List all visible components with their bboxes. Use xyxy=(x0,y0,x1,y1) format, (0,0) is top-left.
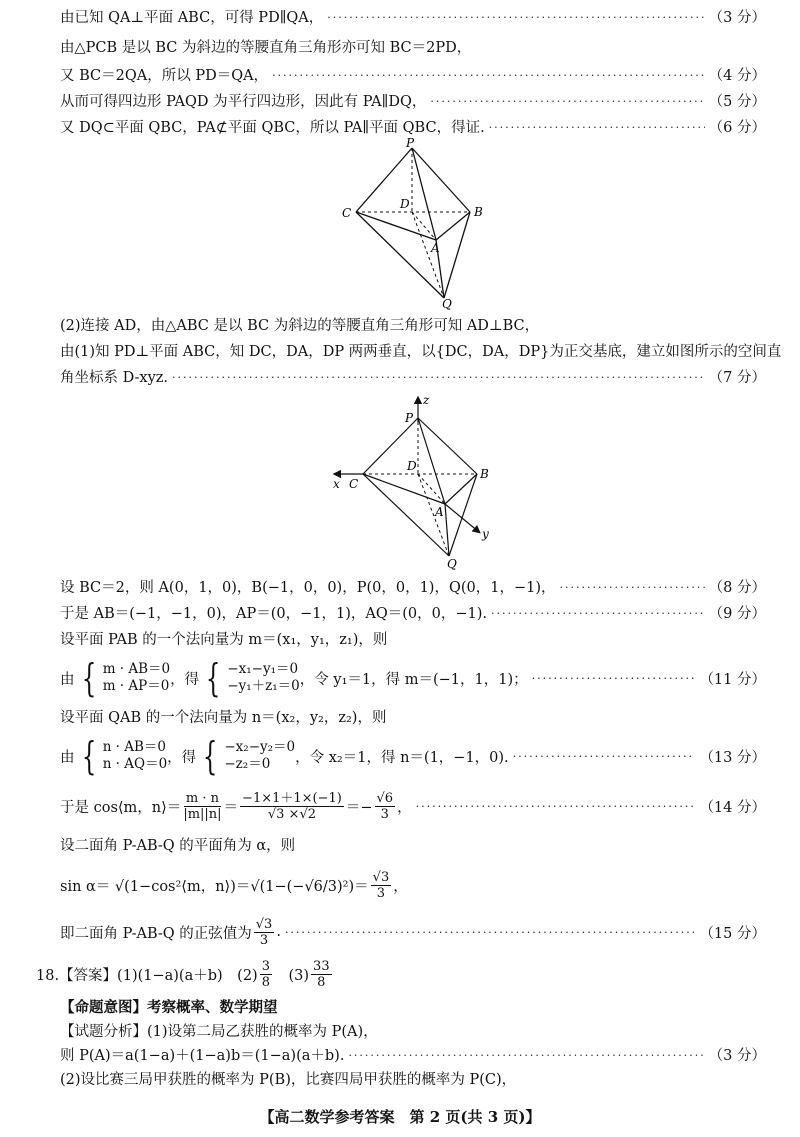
label-Q: Q xyxy=(442,297,452,310)
label-C: C xyxy=(349,477,359,491)
equation-system xyxy=(199,656,300,700)
system-row: −x₂−y₂＝0 xyxy=(224,739,296,755)
text-line xyxy=(60,92,766,112)
points-label: （13 分） xyxy=(699,749,766,766)
fraction-denominator: 3 xyxy=(376,885,386,901)
line-text: ，得 xyxy=(167,749,197,766)
equation-system xyxy=(75,656,171,700)
points-label: （9 分） xyxy=(708,606,766,622)
label-A: A xyxy=(435,505,444,519)
points-label: （3 分） xyxy=(708,1048,766,1064)
points-label: （14 分） xyxy=(699,799,766,816)
line-text: 【命题意图】考察概率、数学期望 xyxy=(60,999,278,1016)
text-line xyxy=(60,342,782,362)
edge-DQ xyxy=(418,474,449,556)
points-label: （3 分） xyxy=(708,10,766,26)
line-text: ，得 xyxy=(170,671,200,688)
edge-DQ xyxy=(412,212,444,298)
fraction xyxy=(260,959,272,990)
label-B: B xyxy=(474,205,483,219)
text-line xyxy=(60,604,766,624)
line-text: (2)设比赛三局甲获胜的概率为 P(B)，比赛四局甲获胜的概率为 P(C)， xyxy=(60,1072,517,1088)
edge-BQ xyxy=(449,474,477,556)
leader-dots xyxy=(348,1046,704,1066)
line-text: 即二面角 P-AB-Q 的正弦值为 xyxy=(60,925,252,942)
line-text: ＝− xyxy=(345,799,373,816)
line-text: 则 P(A)＝a(1−a)＋(1−a)b＝(1−a)(a＋b). xyxy=(60,1048,345,1064)
cosine-line xyxy=(60,786,766,826)
system-row: n · AQ＝0 xyxy=(102,756,168,772)
label-C: C xyxy=(342,206,352,220)
line-text: 设 BC＝2，则 A(0，1，0)，B(−1，0，0)，P(0，0，1)，Q(0，1，−1)， xyxy=(60,580,556,596)
coordinate-figure-2 xyxy=(325,392,505,574)
line-text: 于是 cos⟨m，n⟩＝ xyxy=(60,799,182,816)
line-text: 设二面角 P-AB-Q 的平面角为 α，则 xyxy=(60,838,296,854)
system-row: m · AP＝0 xyxy=(102,678,170,694)
line-text: 【试题分析】(1)设第二局乙获胜的概率为 P(A)， xyxy=(60,1024,378,1040)
points-label: （15 分） xyxy=(699,925,766,942)
pyramid-figure-1 xyxy=(330,138,500,310)
fraction-denominator: 8 xyxy=(261,974,270,990)
fraction xyxy=(311,959,332,990)
fraction xyxy=(254,917,275,948)
label-P: P xyxy=(406,138,415,150)
line-text: 设平面 PAB 的一个法向量为 m＝(x₁，y₁，z₁)，则 xyxy=(60,632,388,648)
line-text: (2)连接 AD，由△ABC 是以 BC 为斜边的等腰直角三角形可知 AD⊥BC， xyxy=(60,318,540,334)
line-text: 由 xyxy=(60,749,75,766)
system-row: m · AB＝0 xyxy=(102,661,171,677)
text-line xyxy=(60,914,766,950)
line-text: 于是 AB＝(−1，−1，0)，AP＝(0，−1，1)，AQ＝(0，0，−1). xyxy=(60,606,487,622)
text-line xyxy=(60,38,766,58)
fraction-numerator: √6 xyxy=(376,790,394,806)
text-line xyxy=(60,368,766,388)
equation-system-line xyxy=(60,656,766,700)
label-y: y xyxy=(482,527,489,541)
text-line xyxy=(60,8,766,28)
text-line xyxy=(60,1046,766,1066)
equation-system-line xyxy=(60,734,766,778)
text-line xyxy=(60,836,766,856)
line-text: ＝ xyxy=(223,799,239,816)
system-row: −x₁−y₁＝0 xyxy=(227,661,299,677)
line-text: sin α＝ √(1−cos²⟨m，n⟩)＝√(1−(−√6/3)²)＝ xyxy=(60,878,369,895)
label-x: x xyxy=(333,477,340,491)
sine-line xyxy=(60,864,766,906)
line-text: ，令 y₁＝1，得 m＝(−1，1，1)； xyxy=(299,671,528,688)
fraction-denominator: |m||n| xyxy=(183,806,222,822)
system-row: n · AB＝0 xyxy=(102,739,167,755)
edge-CA xyxy=(363,474,445,504)
answer-line xyxy=(36,956,766,992)
leader-dots xyxy=(285,926,696,939)
fraction-denominator: 8 xyxy=(317,974,326,990)
edge-BA xyxy=(436,212,470,240)
line-text: 由(1)知 PD⊥平面 ABC，知 DC，DA，DP 两两垂直，以{DC，DA，DP}为正交基底，建立如图所示的空间直 xyxy=(60,344,782,360)
line-text: 角坐标系 D-xyz. xyxy=(60,370,169,386)
line-text: ， xyxy=(397,799,412,816)
points-label: （8 分） xyxy=(708,580,766,596)
fraction-denominator: 3 xyxy=(259,932,269,948)
line-text: 设平面 QAB 的一个法向量为 n＝(x₂，y₂，z₂)，则 xyxy=(60,710,387,726)
line-text: 由 xyxy=(60,671,75,688)
text-line xyxy=(60,1070,766,1090)
label-D: D xyxy=(400,197,410,211)
brace: { xyxy=(205,656,221,700)
line-text: 由已知 QA⊥平面 ABC，可得 PD∥QA， xyxy=(60,10,324,26)
line-text: 从而可得四边形 PAQD 为平行四边形，因此有 PA∥DQ， xyxy=(60,94,427,110)
label-D: D xyxy=(407,459,417,473)
page-footer: 【高二数学参考答案 第 2 页(共 3 页)】 xyxy=(259,1108,541,1126)
text-line xyxy=(60,708,766,728)
text-line xyxy=(60,66,766,86)
leader-dots xyxy=(489,118,705,138)
fraction-numerator: m · n xyxy=(185,790,219,806)
fraction xyxy=(183,791,221,822)
line-text: ，令 x₂＝1，得 n＝(1，−1，0). xyxy=(295,749,509,766)
label-A: A xyxy=(431,241,440,255)
leader-dots xyxy=(513,750,696,763)
brace: { xyxy=(203,734,218,778)
points-label: （5 分） xyxy=(708,94,766,110)
text-line xyxy=(60,1022,766,1042)
leader-dots xyxy=(272,66,705,86)
points-label: （7 分） xyxy=(708,370,766,386)
fraction-numerator: √3 xyxy=(372,869,390,885)
label-B: B xyxy=(480,467,489,481)
fraction-denominator: √3 ×√2 xyxy=(267,806,317,822)
leader-dots xyxy=(430,92,704,112)
leader-dots xyxy=(532,672,696,685)
leader-dots xyxy=(491,604,705,624)
fraction xyxy=(240,791,344,822)
equation-system xyxy=(196,734,296,778)
equation-system xyxy=(75,734,168,778)
edge-CQ xyxy=(356,212,444,298)
fraction-numerator: 33 xyxy=(313,958,330,974)
fraction-numerator: −1×1＋1×(−1) xyxy=(242,790,342,806)
line-text: 由△PCB 是以 BC 为斜边的等腰直角三角形亦可知 BC＝2PD， xyxy=(60,40,472,56)
leader-dots xyxy=(560,578,705,598)
system-row: −z₂＝0 xyxy=(224,756,271,772)
fraction-numerator: √3 xyxy=(255,916,273,932)
leader-dots xyxy=(416,800,696,813)
system-row: −y₁＋z₁＝0 xyxy=(227,678,300,694)
leader-dots xyxy=(172,368,705,388)
brace: { xyxy=(81,656,96,700)
label-Q: Q xyxy=(447,557,457,571)
fraction-denominator: 3 xyxy=(380,806,389,822)
label-P: P xyxy=(405,411,414,425)
points-label: （6 分） xyxy=(708,120,766,136)
line-text: . xyxy=(276,924,281,940)
line-text: 又 DQ⊂平面 QBC，PA⊄平面 QBC，所以 PA∥平面 QBC，得证. xyxy=(60,120,485,136)
edge-BQ xyxy=(444,212,470,298)
points-label: （11 分） xyxy=(699,671,766,688)
text-line xyxy=(60,316,766,336)
line-text: 18.【答案】(1)(1−a)(a＋b) (2) xyxy=(36,967,258,984)
fraction-numerator: 3 xyxy=(261,958,270,974)
brace: { xyxy=(81,734,96,778)
text-line xyxy=(60,118,766,138)
fraction xyxy=(375,791,396,822)
text-line xyxy=(60,578,766,598)
line-text: 又 BC＝2QA，所以 PD＝QA， xyxy=(60,68,269,84)
text-line xyxy=(60,998,766,1018)
label-z: z xyxy=(423,393,430,407)
line-text: ， xyxy=(393,878,408,895)
line-text: (3) xyxy=(274,967,310,984)
fraction xyxy=(371,870,392,901)
text-line xyxy=(60,630,766,650)
points-label: （4 分） xyxy=(708,68,766,84)
leader-dots xyxy=(327,8,704,28)
